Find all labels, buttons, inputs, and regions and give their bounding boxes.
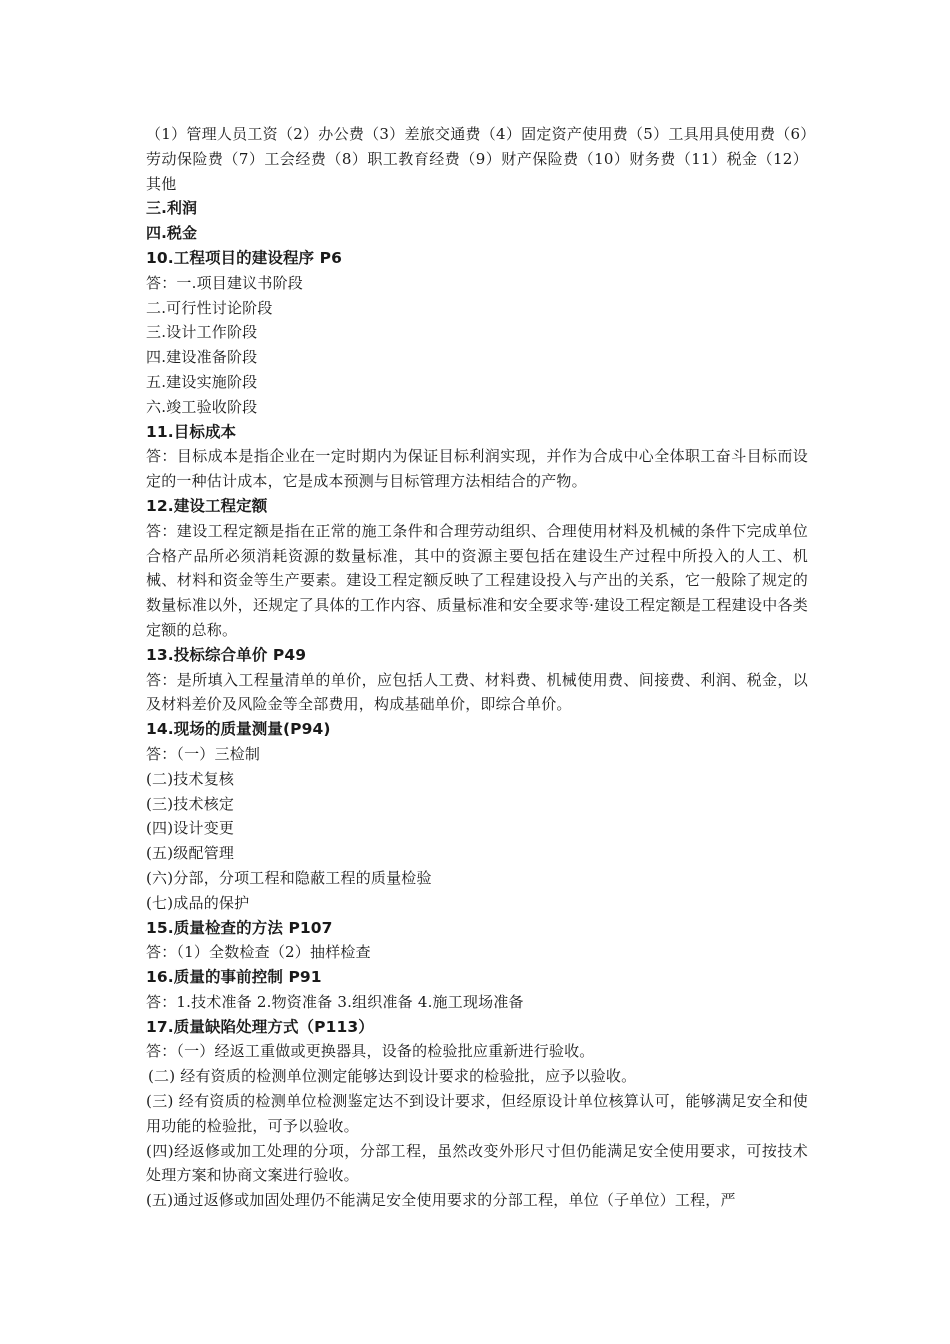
heading-q11: 11.目标成本: [146, 422, 237, 441]
heading-q15: 15.质量检查的方法 P107: [146, 918, 333, 937]
answer-line: 四.建设准备阶段: [146, 348, 258, 367]
answer-paragraph: (五)通过返修或加固处理仍不能满足安全使用要求的分部工程，单位（子单位）工程，严: [146, 1191, 736, 1210]
paragraph-overhead-items: （1）管理人员工资（2）办公费（3）差旅交通费（4）固定资产使用费（5）工具用具使用费（6）劳动保险费（7）工会经费（8）职工教育经费（9）财产保险费（10）财务费（11）税金（12）其他: [146, 125, 808, 193]
answer-line: 答：1.技术准备 2.物资准备 3.组织准备 4.施工现场准备: [146, 992, 524, 1011]
answer-paragraph: 答：目标成本是指企业在一定时期内为保证目标利润实现，并作为合成中心全体职工奋斗目标而设定的一种估计成本，它是成本预测与目标管理方法相结合的产物。: [146, 447, 808, 491]
answer-line: (五)级配管理: [146, 844, 235, 863]
heading-q16: 16.质量的事前控制 P91: [146, 968, 322, 987]
answer-line: (六)分部，分项工程和隐蔽工程的质量检验: [146, 868, 432, 887]
document-body: [146, 122, 808, 1213]
answer-line: 答：（一）三检制: [146, 744, 261, 763]
answer-line: 答：一.项目建议书阶段: [146, 273, 303, 292]
heading-q14: 14.现场的质量测量(P94): [146, 720, 331, 739]
answer-paragraph: (四)经返修或加工处理的分项，分部工程，虽然改变外形尺寸但仍能满足安全使用要求，可按技术处理方案和协商文案进行验收。: [146, 1141, 808, 1185]
heading-q13: 13.投标综合单价 P49: [146, 645, 307, 664]
answer-line: 答：（1）全数检查（2）抽样检查: [146, 943, 371, 962]
heading-q10: 10.工程项目的建设程序 P6: [146, 248, 342, 267]
answer-line: 答：（一）经返工重做或更换器具，设备的检验批应重新进行验收。: [146, 1042, 595, 1061]
answer-paragraph: 答：是所填入工程量清单的单价，应包括人工费、材料费、机械使用费、间接费、利润、税金，以及材料差价及风险金等全部费用，构成基础单价，即综合单价。: [146, 670, 808, 714]
heading-profit: 三.利润: [146, 199, 198, 218]
answer-line: (三)技术核定: [146, 794, 235, 813]
answer-paragraph: 答：建设工程定额是指在正常的施工条件和合理劳动组织、合理使用材料及机械的条件下完成单位合格产品所必须消耗资源的数量标准，其中的资源主要包括在建设生产过程中所投入的人工、机械、材料和资金等生产要素。建设工程定额反映了工程建设投入与产出的关系，它一般除了规定的数量标准以外，还规定了具体的工作内容、质量标准和安全要求等·建设工程定额是工程建设中各类定额的总称。: [146, 521, 808, 639]
answer-line: 三.设计工作阶段: [146, 323, 258, 342]
answer-line: 二.可行性讨论阶段: [146, 298, 273, 317]
answer-line: (二) 经有资质的检测单位测定能够达到设计要求的检验批，应予以验收。: [148, 1067, 637, 1086]
heading-tax: 四.税金: [146, 224, 198, 243]
heading-q12: 12.建设工程定额: [146, 496, 268, 515]
answer-line: 六.竣工验收阶段: [146, 397, 258, 416]
answer-line: (二)技术复核: [146, 769, 235, 788]
answer-line: (七)成品的保护: [146, 893, 250, 912]
answer-line: 五.建设实施阶段: [146, 372, 258, 391]
answer-paragraph: (三) 经有资质的检测单位检测鉴定达不到设计要求，但经原设计单位核算认可，能够满足安全和使用功能的检验批，可予以验收。: [146, 1092, 808, 1135]
heading-q17: 17.质量缺陷处理方式（P113）: [146, 1017, 374, 1036]
answer-line: (四)设计变更: [146, 819, 235, 838]
